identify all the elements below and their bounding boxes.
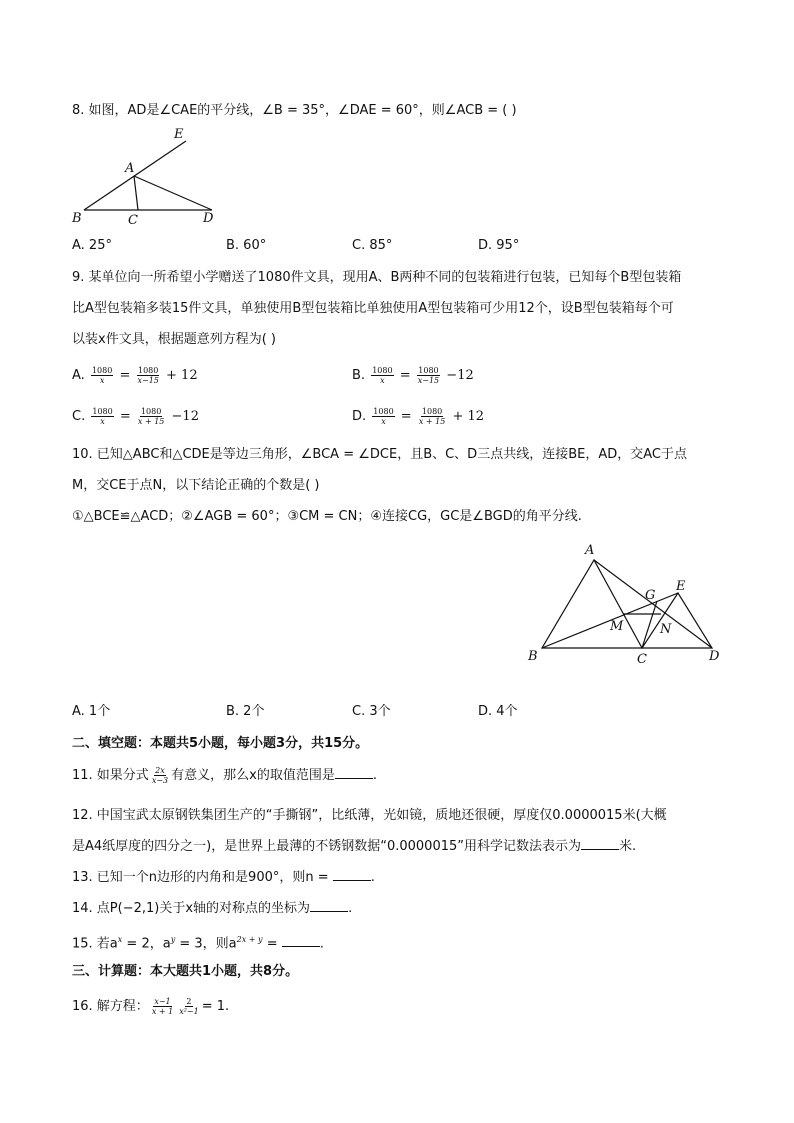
q12-line2-pre: 是A4纸厚度的四分之一)，是世界上最薄的不锈钢数据“0.0000015”用科学记数法表示为 <box>72 839 582 854</box>
q16-frac2 <box>178 997 200 1016</box>
q15-mid2: = 3，则a <box>175 936 237 952</box>
q8-label-e: E <box>174 127 184 142</box>
q9-b-den1: x <box>380 376 385 385</box>
q9-c-tail: −12 <box>171 409 199 424</box>
q9-a-num1: 1080 <box>91 366 113 375</box>
q9-d-den1: x <box>381 417 386 426</box>
q10-label-d: D <box>709 649 720 664</box>
q15-exp-x: x <box>117 935 123 944</box>
q9-a-tail: + 12 <box>166 368 198 383</box>
q12-line2 <box>72 837 636 857</box>
q10-option-d: D. 4个 <box>478 704 518 719</box>
q10-label-c: C <box>637 652 647 667</box>
q13-end: . <box>370 870 375 885</box>
q10-line-ad <box>594 560 712 648</box>
q8-line-bae <box>84 141 186 210</box>
q16-den1: x + 1 <box>151 1007 174 1016</box>
q9-a-label: A. <box>72 368 85 383</box>
q9-d-label: D. <box>352 409 367 424</box>
q9-line3: 以装x件文具，根据题意列方程为( ) <box>72 332 276 347</box>
q9-d-eq: = <box>400 409 412 424</box>
q11-post: 有意义，那么x的取值范围是 <box>171 768 335 783</box>
q11 <box>72 766 377 786</box>
q16-pre: 16. 解方程： <box>72 999 149 1014</box>
q16-num1: x−1 <box>154 997 171 1006</box>
q16-den2: x²−1 <box>179 1007 199 1016</box>
q9-b-label: B. <box>352 368 366 383</box>
q10-label-m: M <box>610 619 624 634</box>
q9-a-frac2 <box>136 366 159 385</box>
q10-figure <box>524 538 729 668</box>
q10-line2: M，交CE于点N，以下结论正确的个数是( ) <box>72 478 320 493</box>
q9-option-a <box>72 366 198 386</box>
q9-d-num2: 1080 <box>421 407 443 416</box>
q14 <box>72 899 352 919</box>
q15-mid3: = <box>262 936 282 952</box>
q9-c-frac1 <box>91 407 113 426</box>
q10-label-e: E <box>676 579 686 594</box>
q9-b-den2: x−15 <box>417 376 440 385</box>
q9-option-b <box>352 366 474 386</box>
q14-end: . <box>348 901 353 916</box>
q16-num2: 2 <box>186 997 192 1006</box>
q13-answer-blank <box>333 868 371 881</box>
q9-a-den2: x−15 <box>137 376 159 385</box>
q9-option-c <box>72 407 199 427</box>
q15-exp-2xy: 2x + y <box>236 935 263 944</box>
q16-frac1 <box>151 997 174 1016</box>
q9-c-frac2 <box>137 407 165 426</box>
q9-d-num1: 1080 <box>373 407 394 416</box>
q9-a-eq: = <box>119 368 131 383</box>
q10-triangle-abc <box>542 560 642 648</box>
q15-mid1: = 2，a <box>122 936 171 952</box>
q12-line2-post: 米. <box>619 839 637 854</box>
q9-a-num2: 1080 <box>138 366 159 375</box>
q15-exp-y: y <box>170 935 176 944</box>
q8-label-c: C <box>128 213 138 228</box>
q13-pre: 13. 已知一个n边形的内角和是900°，则n = <box>72 870 333 885</box>
q15-end: . <box>319 936 324 952</box>
q11-num: 2x <box>155 766 165 775</box>
q15 <box>72 930 324 954</box>
q14-answer-blank <box>310 899 348 912</box>
section-2-heading: 二、填空题：本题共5小题，每小题3分，共15分。 <box>72 736 369 751</box>
q11-frac <box>151 766 169 785</box>
q8-label-b: B <box>72 211 82 226</box>
q12-answer-blank <box>581 837 619 850</box>
q8-label-a: A <box>125 161 135 176</box>
q8-stem: 8. 如图，AD是∠CAE的平分线，∠B = 35°，∠DAE = 60°，则∠ACB = ( ) <box>72 103 517 118</box>
q8-option-c: C. 85° <box>352 238 393 253</box>
q16 <box>72 997 229 1017</box>
q9-c-eq: = <box>119 409 131 424</box>
q10-line-cg <box>642 601 657 648</box>
q15-answer-blank <box>282 934 320 947</box>
q8-label-d: D <box>203 211 214 226</box>
q8-figure <box>68 124 228 229</box>
q15-pre: 15. 若a <box>72 936 118 952</box>
q9-b-frac2 <box>417 366 440 385</box>
q9-b-num1: 1080 <box>372 366 393 375</box>
q11-pre: 11. 如果分式 <box>72 768 149 783</box>
section-3-heading: 三、计算题：本大题共1小题，共8分。 <box>72 964 299 979</box>
q9-option-d <box>352 407 484 427</box>
q9-a-frac1 <box>91 366 113 385</box>
q12-line1: 12. 中国宝武太原钢铁集团生产的“手撕钢”，比纸薄，光如镜，质地还很硬，厚度仅0.0000015米(大概 <box>72 808 667 823</box>
q9-d-den2: x + 15 <box>418 417 446 426</box>
q9-d-tail: + 12 <box>452 409 485 424</box>
q8-option-d: D. 95° <box>478 238 520 253</box>
q10-label-b: B <box>528 649 538 664</box>
q14-pre: 14. 点P(−2,1)关于x轴的对称点的坐标为 <box>72 901 311 916</box>
q10-label-a: A <box>585 543 595 558</box>
q11-answer-blank <box>335 766 373 779</box>
q10-line3: ①△BCE≌△ACD；②∠AGB = 60°；③CM = CN；④连接CG，GC是∠BGD的角平分线. <box>72 509 582 524</box>
q9-b-num2: 1080 <box>418 366 439 375</box>
q10-line1: 10. 已知△ABC和△CDE是等边三角形，∠BCA = ∠DCE，且B、C、D三点共线，连接BE，AD，交AC于点 <box>72 447 687 462</box>
q9-c-label: C. <box>72 409 86 424</box>
q9-line1: 9. 某单位向一所希望小学赠送了1080件文具，现用A、B两种不同的包装箱进行包装，已知每个B型包装箱 <box>72 270 682 285</box>
q11-end: . <box>372 768 377 783</box>
q9-b-tail: −12 <box>446 368 474 383</box>
q10-label-g: G <box>645 588 656 603</box>
q10-option-c: C. 3个 <box>352 704 391 719</box>
q10-label-n: N <box>660 622 672 637</box>
q9-d-frac2 <box>418 407 446 426</box>
q9-c-den1: x <box>100 417 105 426</box>
q8-line-ac <box>134 176 138 210</box>
q10-option-a: A. 1个 <box>72 704 111 719</box>
q9-a-den1: x <box>99 376 105 385</box>
q8-option-b: B. 60° <box>226 238 267 253</box>
q11-den: x−3 <box>151 776 169 785</box>
q9-c-num1: 1080 <box>92 407 113 416</box>
q9-c-num2: 1080 <box>140 407 162 416</box>
q8-line-ad <box>134 176 212 210</box>
q9-b-frac1 <box>371 366 393 385</box>
q9-d-frac1 <box>372 407 394 426</box>
q9-b-eq: = <box>399 368 411 383</box>
q9-line2: 比A型包装箱多装15件文具，单独使用B型包装箱比单独使用A型包装箱可少用12个，设B型包装箱每个可 <box>72 301 674 316</box>
q13 <box>72 868 375 888</box>
q10-option-b: B. 2个 <box>226 704 265 719</box>
q9-c-den2: x + 15 <box>137 417 165 426</box>
q16-post: = 1. <box>201 999 230 1014</box>
q8-option-a: A. 25° <box>72 238 112 253</box>
